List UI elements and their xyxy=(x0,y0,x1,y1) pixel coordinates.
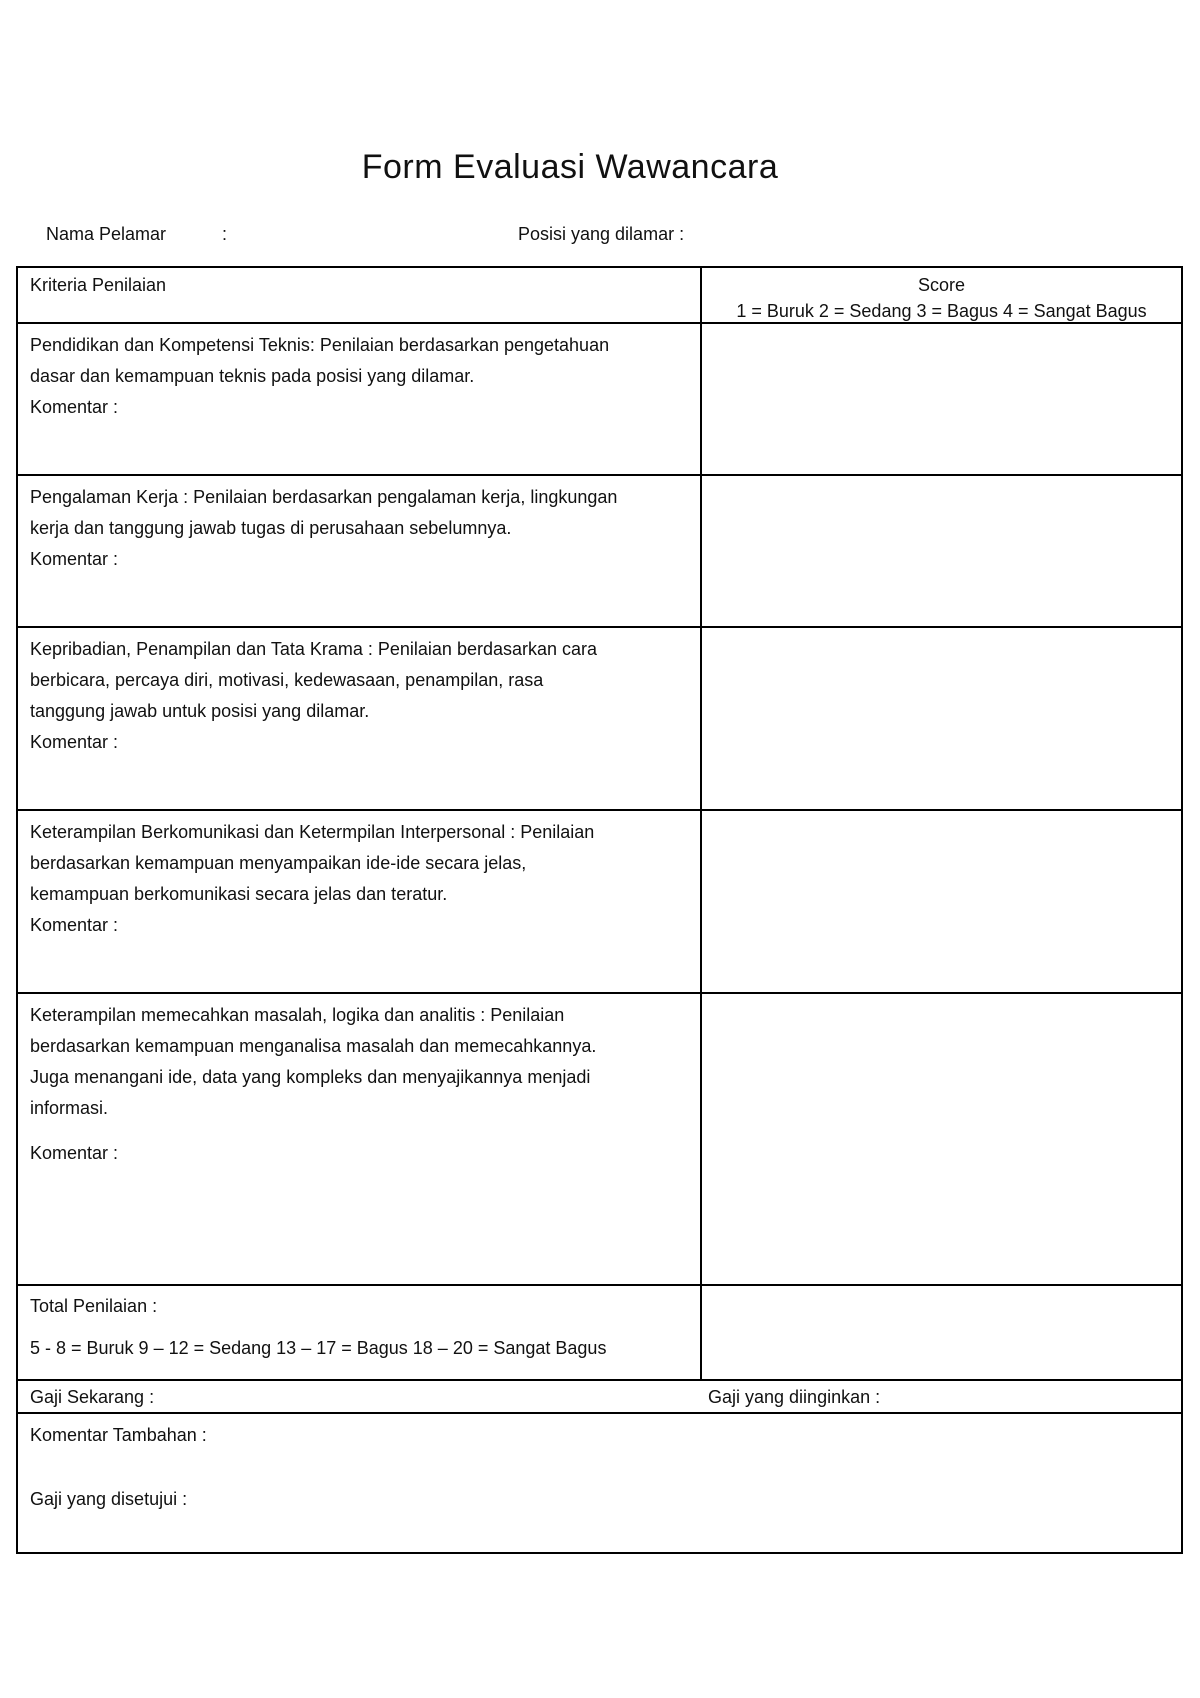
total-row xyxy=(18,1286,1181,1381)
score-cell[interactable] xyxy=(702,324,1181,474)
gaji-row xyxy=(18,1381,1181,1414)
score-cell[interactable] xyxy=(702,811,1181,992)
total-penilaian-label: Total Penilaian : xyxy=(30,1296,158,1316)
criterion-row xyxy=(18,324,1181,476)
komentar-label[interactable]: Komentar : xyxy=(30,397,119,417)
score-cell[interactable] xyxy=(702,476,1181,626)
komentar-label[interactable]: Komentar : xyxy=(30,915,119,935)
criterion-text-line: kemampuan berkomunikasi secara jelas dan teratur. xyxy=(30,884,448,904)
total-score-cell[interactable] xyxy=(702,1286,1181,1379)
criterion-cell xyxy=(18,811,702,992)
komentar-label[interactable]: Komentar : xyxy=(30,1143,119,1163)
score-cell[interactable] xyxy=(702,628,1181,809)
criterion-text-line: kerja dan tanggung jawab tugas di perusahaan sebelumnya. xyxy=(30,518,512,538)
kriteria-header-label: Kriteria Penilaian xyxy=(30,275,167,295)
total-cell xyxy=(18,1286,702,1379)
nama-pelamar-colon[interactable]: : xyxy=(222,224,228,244)
criterion-text-line: berbicara, percaya diri, motivasi, kedewasaan, penampilan, rasa xyxy=(30,670,544,690)
criterion-text-line: tanggung jawab untuk posisi yang dilamar. xyxy=(30,701,370,721)
criterion-text-line: Pendidikan dan Kompetensi Teknis: Penilaian berdasarkan pengetahuan xyxy=(30,335,610,355)
komentar-tambahan-cell[interactable] xyxy=(18,1414,1181,1552)
criterion-row xyxy=(18,994,1181,1286)
score-header xyxy=(702,268,1181,322)
criterion-text-line: Keterampilan memecahkan masalah, logika dan analitis : Penilaian xyxy=(30,1005,565,1025)
gaji-disetujui-label: Gaji yang disetujui : xyxy=(30,1489,188,1509)
gaji-diinginkan-label[interactable]: Gaji yang diinginkan : xyxy=(708,1387,881,1407)
criterion-cell xyxy=(18,994,702,1284)
criterion-row xyxy=(18,628,1181,811)
criterion-text-line: informasi. xyxy=(30,1098,109,1118)
score-cell[interactable] xyxy=(702,994,1181,1284)
table-header-row xyxy=(18,268,1181,324)
criterion-row xyxy=(18,811,1181,994)
nama-pelamar-label: Nama Pelamar xyxy=(46,224,167,244)
criterion-cell xyxy=(18,476,702,626)
criterion-text-line: Keterampilan Berkomunikasi dan Ketermpilan Interpersonal : Penilaian xyxy=(30,822,595,842)
posisi-dilamar-label[interactable]: Posisi yang dilamar : xyxy=(518,224,685,244)
criterion-text-line: dasar dan kemampuan teknis pada posisi yang dilamar. xyxy=(30,366,475,386)
criterion-cell xyxy=(18,628,702,809)
evaluation-table xyxy=(16,266,1183,1554)
gaji-sekarang-cell[interactable] xyxy=(18,1381,1181,1412)
footer-row xyxy=(18,1414,1181,1552)
komentar-label[interactable]: Komentar : xyxy=(30,549,119,569)
page-title: Form Evaluasi Wawancara xyxy=(361,148,779,186)
score-header-title: Score xyxy=(917,275,966,295)
gaji-sekarang-label: Gaji Sekarang : xyxy=(30,1387,155,1407)
komentar-label[interactable]: Komentar : xyxy=(30,732,119,752)
score-header-scale: 1 = Buruk 2 = Sedang 3 = Bagus 4 = Sangat Bagus xyxy=(736,301,1147,321)
komentar-tambahan-label: Komentar Tambahan : xyxy=(30,1425,207,1445)
criterion-text-line: Juga menangani ide, data yang kompleks dan menyajikannya menjadi xyxy=(30,1067,591,1087)
criterion-row xyxy=(18,476,1181,628)
criterion-text-line: Kepribadian, Penampilan dan Tata Krama : Penilaian berdasarkan cara xyxy=(30,639,598,659)
criterion-text-line: Pengalaman Kerja : Penilaian berdasarkan pengalaman kerja, lingkungan xyxy=(30,487,618,507)
kriteria-header xyxy=(18,268,702,322)
total-scale: 5 - 8 = Buruk 9 – 12 = Sedang 13 – 17 = Bagus 18 – 20 = Sangat Bagus xyxy=(30,1338,607,1358)
criterion-text-line: berdasarkan kemampuan menyampaikan ide-ide secara jelas, xyxy=(30,853,527,873)
criterion-text-line: berdasarkan kemampuan menganalisa masalah dan memecahkannya. xyxy=(30,1036,597,1056)
criterion-cell xyxy=(18,324,702,474)
